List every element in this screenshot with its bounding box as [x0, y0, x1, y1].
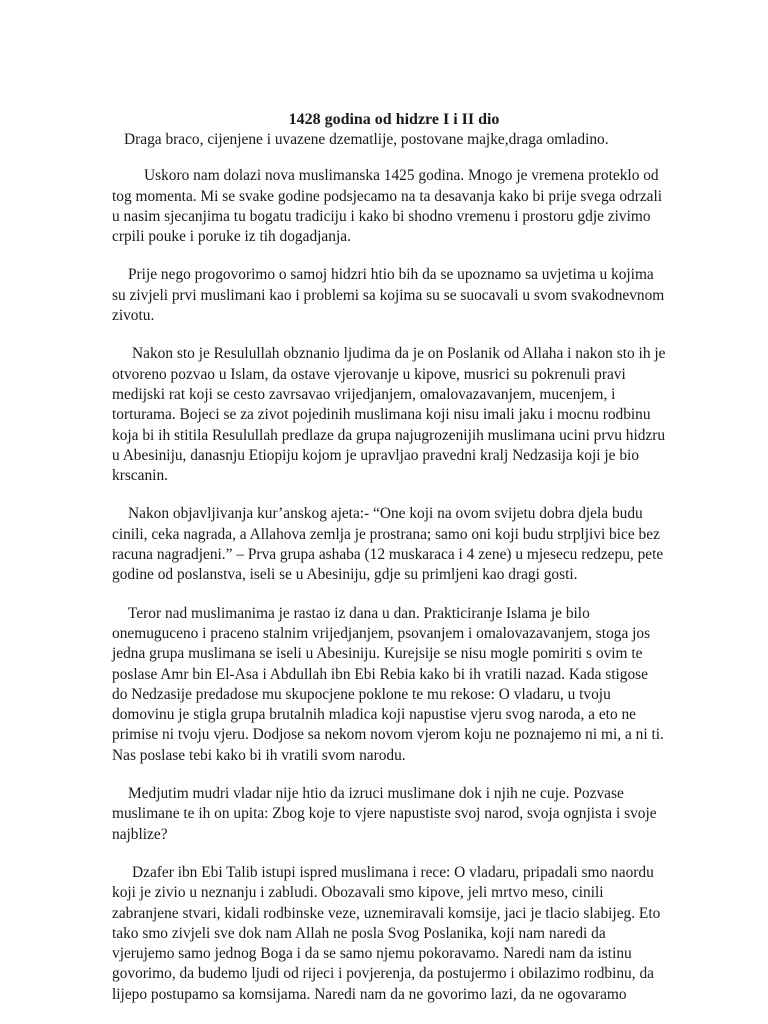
paragraph-line: koja bi ih stitila Resulullah predlaze da grupa najugrozenijih muslimana ucini prvu hidzru [112, 426, 666, 444]
paragraph-line: u nasim sjecanjima tu bogatu tradiciju i kako bi shodno vremenu i prostoru gdje zivimo [112, 207, 651, 225]
paragraph-line: racuna nagradjeni.” – Prva grupa ashaba (12 muskaraca i 4 zene) u mjesecu redzepu, pete [112, 546, 664, 564]
paragraph-line: otvoreno pozvao u Islam, da ostave vjerovanje u kipove, musrici su pokrenuli pravi [112, 365, 626, 383]
paragraph-spacer [112, 150, 660, 166]
paragraph-line: Nakon objavljivanja kur’anskog ajeta:- “One koji na ovom svijetu dobra djela budu [128, 505, 643, 523]
body-paragraph [112, 166, 663, 247]
paragraph-line: najblize? [112, 825, 168, 843]
paragraph-line: krscanin. [112, 467, 168, 485]
paragraph-line: crpili pouke i poruke iz tih dogadjanja. [112, 228, 351, 246]
paragraph-line: koji je zivio u neznanju i zabludi. Obozavali smo kipove, jeli mrtvo meso, cinili [112, 884, 604, 902]
paragraph-line: su zivjeli prvi muslimani kao i problemi sa kojima su se suocavali u svom svakodnevnom [112, 286, 665, 304]
paragraph-spacer [112, 586, 660, 604]
paragraph-line: domovinu je stigla grupa brutalnih mladica koji napustise vjeru svog naroda, a eto ne [112, 706, 637, 724]
paragraph-line: primise ni tvoju vjeru. Dodjose sa nekom novom vjerom koju ne poznajemo ni mi, a ni ti. [112, 726, 664, 744]
paragraph-spacer [112, 247, 660, 265]
paragraph-line: u Abesiniju, danasnju Etiopiju kojom je upravljao pravedni kralj Nedzasija koji je bio [112, 446, 640, 464]
paragraph-spacer [112, 766, 660, 784]
paragraph-line: Dzafer ibn Ebi Talib istupi ispred muslimana i rece: O vladaru, pripadali smo naordu [132, 863, 654, 881]
body-paragraph [112, 604, 664, 766]
paragraph-line: lijepo postupamo sa komsijama. Naredi nam da ne govorimo lazi, da ne ogovaramo [112, 985, 627, 1003]
document-body [112, 150, 666, 1005]
paragraph-line: Prije nego progovorimo o samoj hidzri htio bih da se upoznamo sa uvjetima u kojima [128, 266, 654, 284]
paragraph-line: zabranjene stvari, kidali rodbinske veze, uznemiravali komsije, jaci je tlacio slabijeg. Eto [112, 904, 661, 922]
document-page [112, 110, 666, 1005]
paragraph-line: Uskoro nam dolazi nova muslimanska 1425 godina. Mnogo je vremena proteklo od [144, 167, 659, 185]
paragraph-line: do Nedzasije predadose mu skupocjene poklone te mu rekose: O vladaru, u tvoju [112, 685, 611, 703]
document-title: 1428 godina od hidzre I i II dio [288, 111, 500, 128]
paragraph-line: Medjutim mudri vladar nije htio da izruci muslimane dok i njih ne cuje. Pozvase [128, 785, 624, 803]
paragraph-line: cinili, ceka nagrada, a Allahova zemlja je prostrana; samo oni koji budu strpljivi bice bez [112, 525, 660, 543]
body-paragraph [112, 863, 660, 1005]
paragraph-spacer [112, 486, 660, 504]
paragraph-line: godine od poslanstva, iseli se u Abesiniju, gdje su primljeni kao dragi gosti. [112, 566, 578, 584]
paragraph-line: tog momenta. Mi se svake godine podsjecamo na ta desavanja kako bi prije svega odrzali [112, 187, 663, 205]
paragraph-line: onemuguceno i praceno stalnim vrijedjanjem, psovanjem i omalovazavanjem, stoga jos [112, 624, 651, 642]
paragraph-line: zivotu. [112, 307, 155, 325]
paragraph-line: poslase Amr bin El-Asa i Abdullah ibn Ebi Rebia kako bi ih vratili nazad. Kada stigose [112, 665, 649, 683]
body-paragraph [112, 504, 664, 585]
paragraph-line: tako smo zivjeli sve dok nam Allah ne posla Svog Poslanika, koji nam naredi da [112, 924, 606, 942]
body-paragraph [112, 265, 665, 326]
paragraph-line: Teror nad muslimanima je rastao iz dana u dan. Prakticiranje Islama je bilo [128, 604, 590, 622]
body-paragraph [112, 784, 660, 845]
paragraph-line: govorimo, da budemo ljudi od rijeci i povjerenja, da postujermo i obilazimo rodbinu, da [112, 965, 654, 983]
paragraph-spacer [112, 845, 660, 863]
paragraph-line: vjerujemo samo jednog Boga i da se samo njemu pokoravamo. Naredi nam da istinu [112, 945, 632, 963]
body-paragraph [112, 344, 666, 486]
paragraph-spacer [112, 326, 660, 344]
paragraph-line: muslimane te ih on upita: Zbog koje to vjere napustiste svoj narod, svoja ognjista i svoje [112, 805, 657, 823]
paragraph-line: Nakon sto je Resulullah obznanio ljudima da je on Poslanik od Allaha i nakon sto ih je [132, 345, 666, 363]
paragraph-line: Nas poslase tebi kako bi ih vratili svom narodu. [112, 746, 406, 764]
paragraph-line: medijski rat koji se cesto zavrsavao vrijedjanjem, omalovazavanjem, mucenjem, i [112, 385, 616, 403]
paragraph-line: jedna grupa muslimana se iseli u Abesiniju. Kurejsije se nisu mogle pomiriti s ovim te [112, 645, 643, 663]
greeting-line: Draga braco, cijenjene i uvazene dzematlije, postovane majke,draga omladino. [124, 131, 609, 148]
paragraph-line: torturama. Bojeci se za zivot pojedinih muslimana koji nisu imali jaku i mocnu rodbinu [112, 406, 651, 424]
